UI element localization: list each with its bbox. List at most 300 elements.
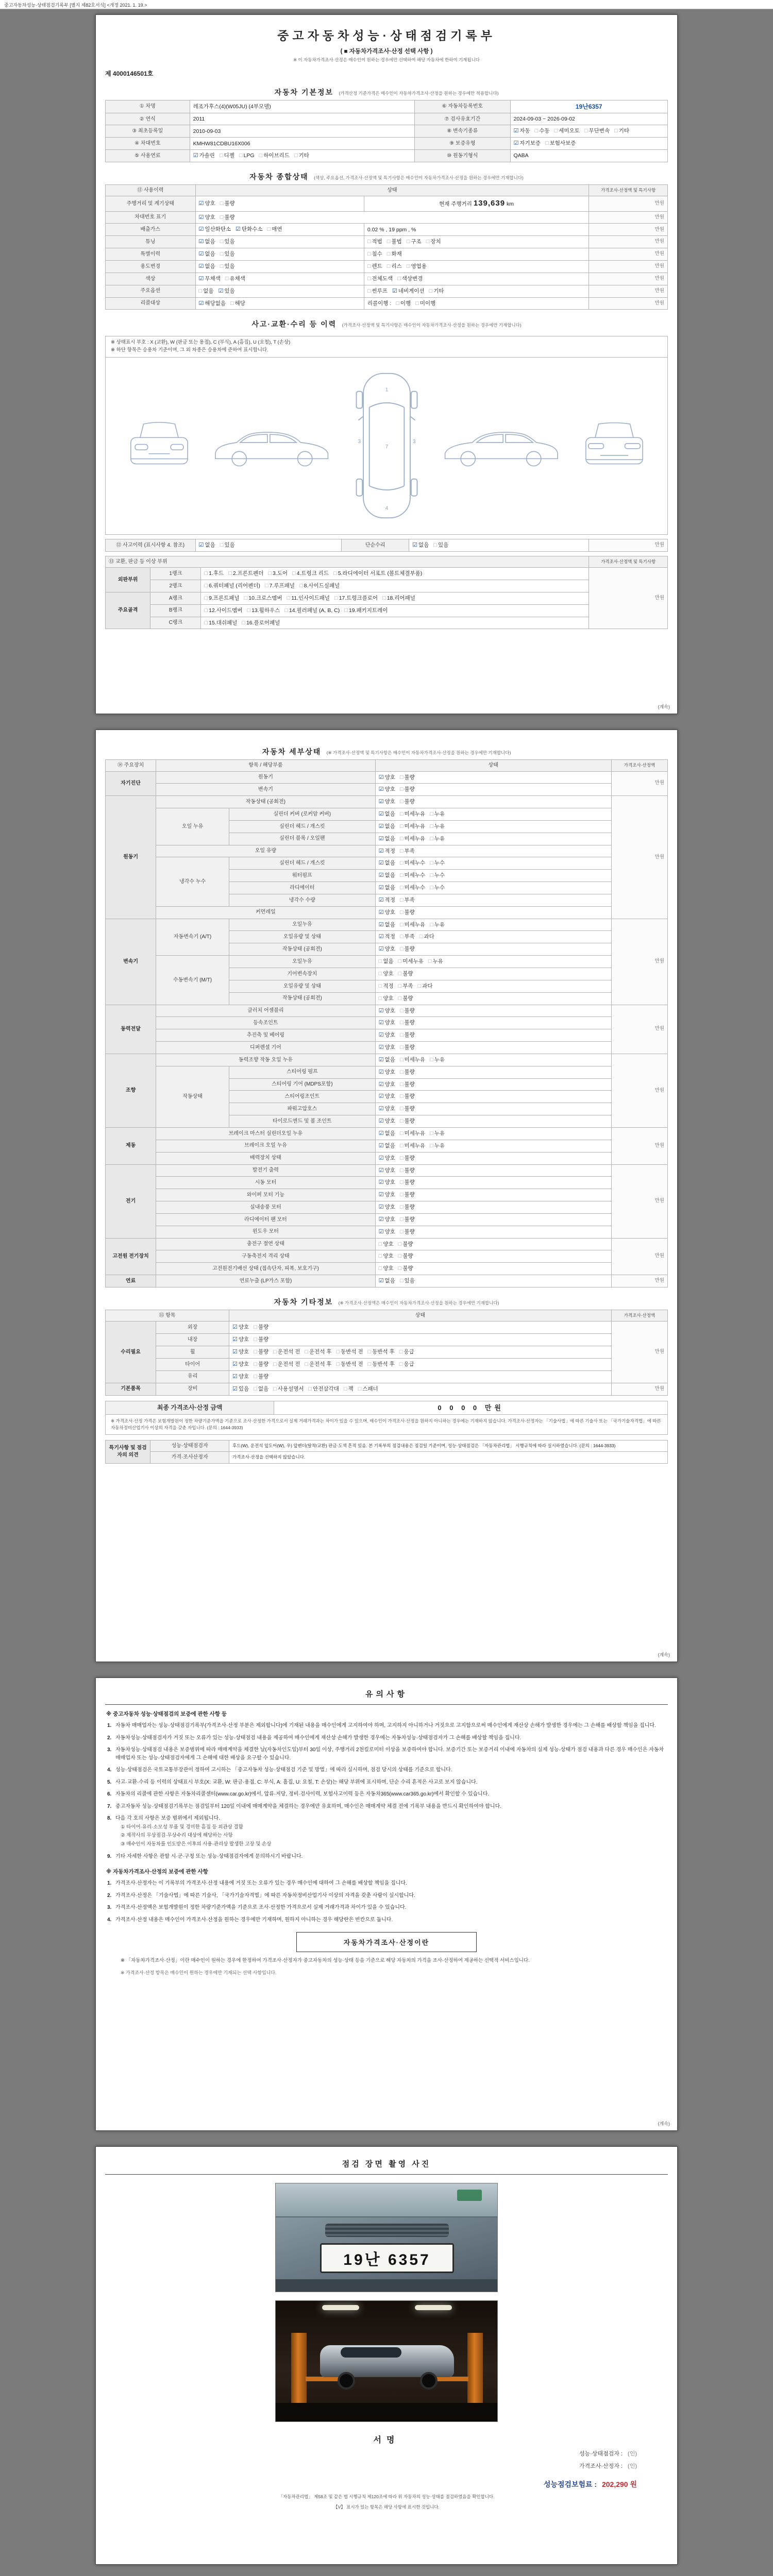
- checkbox-option[interactable]: [254, 1324, 268, 1331]
- checkbox-checked-icon[interactable]: ☑: [378, 835, 384, 842]
- checkbox-unchecked-icon[interactable]: □: [399, 1007, 404, 1014]
- checkbox-unchecked-icon[interactable]: □: [399, 896, 404, 903]
- checkbox-option[interactable]: [379, 786, 395, 793]
- checkbox-unchecked-icon[interactable]: □: [264, 583, 268, 589]
- checkbox-unchecked-icon[interactable]: □: [430, 921, 433, 928]
- checkbox-unchecked-icon[interactable]: □: [398, 1241, 402, 1247]
- checkbox-checked-icon[interactable]: ☑: [232, 1336, 238, 1343]
- checkbox-unchecked-icon[interactable]: □: [396, 300, 399, 307]
- checkbox-checked-icon[interactable]: ☑: [378, 896, 384, 903]
- checkbox-option[interactable]: [367, 250, 382, 258]
- checkbox-unchecked-icon[interactable]: □: [344, 607, 348, 614]
- checkbox-checked-icon[interactable]: ☑: [198, 226, 204, 233]
- checkbox-unchecked-icon[interactable]: □: [225, 275, 229, 282]
- checkbox-option[interactable]: [584, 127, 610, 135]
- checkbox-checked-icon[interactable]: ☑: [378, 1093, 384, 1100]
- checkbox-option[interactable]: [400, 909, 415, 917]
- checkbox-option[interactable]: [400, 1155, 415, 1162]
- checkbox-unchecked-icon[interactable]: □: [299, 583, 303, 589]
- checkbox-checked-icon[interactable]: ☑: [198, 214, 204, 221]
- checkbox-unchecked-icon[interactable]: □: [273, 1361, 277, 1367]
- checkbox-option[interactable]: [259, 152, 290, 160]
- checkbox-unchecked-icon[interactable]: □: [386, 263, 391, 270]
- checkbox-option[interactable]: [400, 798, 415, 806]
- checkbox-unchecked-icon[interactable]: □: [399, 835, 404, 842]
- checkbox-option[interactable]: [400, 786, 415, 793]
- checkbox-option[interactable]: [204, 582, 260, 590]
- checkbox-unchecked-icon[interactable]: □: [284, 607, 288, 614]
- checkbox-unchecked-icon[interactable]: □: [198, 287, 203, 294]
- checkbox-unchecked-icon[interactable]: □: [545, 140, 549, 147]
- checkbox-unchecked-icon[interactable]: □: [294, 152, 298, 159]
- checkbox-option[interactable]: [387, 250, 402, 258]
- checkbox-option[interactable]: [398, 970, 413, 978]
- checkbox-option[interactable]: [254, 1361, 268, 1368]
- checkbox-option[interactable]: [379, 970, 394, 978]
- checkbox-option[interactable]: [400, 1007, 415, 1015]
- checkbox-checked-icon[interactable]: ☑: [378, 1106, 384, 1112]
- checkbox-unchecked-icon[interactable]: □: [254, 1349, 257, 1355]
- checkbox-option[interactable]: [379, 1093, 395, 1100]
- checkbox-option[interactable]: [400, 921, 425, 929]
- checkbox-unchecked-icon[interactable]: □: [343, 1385, 347, 1392]
- checkbox-checked-icon[interactable]: ☑: [198, 275, 204, 282]
- checkbox-unchecked-icon[interactable]: □: [399, 1361, 403, 1367]
- checkbox-unchecked-icon[interactable]: □: [219, 152, 223, 159]
- checkbox-option[interactable]: [204, 619, 237, 627]
- checkbox-checked-icon[interactable]: ☑: [378, 1069, 384, 1075]
- checkbox-option[interactable]: [232, 1373, 249, 1381]
- checkbox-option[interactable]: [400, 1277, 415, 1285]
- checkbox-unchecked-icon[interactable]: □: [430, 885, 433, 891]
- checkbox-unchecked-icon[interactable]: □: [397, 275, 401, 282]
- checkbox-option[interactable]: [379, 1081, 395, 1089]
- checkbox-option[interactable]: [430, 1142, 445, 1150]
- checkbox-option[interactable]: [400, 848, 415, 855]
- checkbox-option[interactable]: [399, 1361, 414, 1368]
- checkbox-unchecked-icon[interactable]: □: [406, 263, 410, 270]
- checkbox-option[interactable]: [344, 1385, 354, 1393]
- checkbox-checked-icon[interactable]: ☑: [378, 1118, 384, 1125]
- checkbox-option[interactable]: [199, 226, 231, 233]
- checkbox-option[interactable]: [336, 1361, 363, 1368]
- checkbox-option[interactable]: [400, 1216, 415, 1224]
- checkbox-unchecked-icon[interactable]: □: [399, 1130, 404, 1137]
- checkbox-option[interactable]: [398, 982, 413, 990]
- checkbox-unchecked-icon[interactable]: □: [399, 1349, 403, 1355]
- checkbox-unchecked-icon[interactable]: □: [399, 934, 404, 940]
- checkbox-option[interactable]: [379, 982, 394, 990]
- checkbox-option[interactable]: [379, 1252, 394, 1260]
- checkbox-unchecked-icon[interactable]: □: [399, 1204, 404, 1211]
- checkbox-unchecked-icon[interactable]: □: [386, 239, 391, 245]
- checkbox-checked-icon[interactable]: ☑: [378, 1130, 384, 1137]
- checkbox-option[interactable]: [199, 287, 214, 295]
- checkbox-unchecked-icon[interactable]: □: [430, 823, 433, 829]
- checkbox-unchecked-icon[interactable]: □: [406, 239, 410, 245]
- checkbox-option[interactable]: [379, 1019, 395, 1027]
- checkbox-option[interactable]: [305, 1348, 331, 1356]
- checkbox-option[interactable]: [428, 958, 443, 965]
- checkbox-option[interactable]: [400, 810, 425, 818]
- checkbox-option[interactable]: [379, 859, 395, 867]
- checkbox-option[interactable]: [220, 250, 235, 258]
- checkbox-unchecked-icon[interactable]: □: [399, 1032, 404, 1039]
- checkbox-unchecked-icon[interactable]: □: [399, 1093, 404, 1100]
- checkbox-unchecked-icon[interactable]: □: [399, 1216, 404, 1223]
- checkbox-checked-icon[interactable]: ☑: [513, 140, 519, 147]
- checkbox-option[interactable]: [199, 275, 221, 283]
- checkbox-option[interactable]: [367, 287, 388, 295]
- checkbox-option[interactable]: [397, 275, 423, 283]
- checkbox-checked-icon[interactable]: ☑: [378, 1142, 384, 1149]
- checkbox-option[interactable]: [400, 1069, 415, 1076]
- checkbox-unchecked-icon[interactable]: □: [399, 860, 404, 867]
- checkbox-unchecked-icon[interactable]: □: [399, 799, 404, 805]
- checkbox-option[interactable]: [199, 238, 215, 246]
- checkbox-checked-icon[interactable]: ☑: [378, 1179, 384, 1186]
- checkbox-option[interactable]: [400, 1167, 415, 1175]
- checkbox-checked-icon[interactable]: ☑: [218, 287, 224, 294]
- checkbox-unchecked-icon[interactable]: □: [254, 1336, 257, 1343]
- checkbox-option[interactable]: [400, 1142, 425, 1150]
- checkbox-unchecked-icon[interactable]: □: [367, 275, 371, 282]
- checkbox-option[interactable]: [387, 263, 402, 270]
- checkbox-checked-icon[interactable]: ☑: [193, 152, 198, 159]
- checkbox-option[interactable]: [400, 896, 415, 904]
- checkbox-unchecked-icon[interactable]: □: [287, 595, 291, 601]
- checkbox-unchecked-icon[interactable]: □: [378, 1265, 382, 1272]
- checkbox-option[interactable]: [220, 200, 235, 208]
- checkbox-unchecked-icon[interactable]: □: [399, 774, 404, 781]
- checkbox-unchecked-icon[interactable]: □: [378, 971, 382, 977]
- checkbox-unchecked-icon[interactable]: □: [399, 1192, 404, 1198]
- checkbox-option[interactable]: [418, 982, 433, 990]
- checkbox-checked-icon[interactable]: ☑: [378, 921, 384, 928]
- checkbox-option[interactable]: [379, 1179, 395, 1187]
- checkbox-checked-icon[interactable]: ☑: [198, 239, 204, 245]
- checkbox-unchecked-icon[interactable]: □: [430, 1130, 433, 1137]
- checkbox-unchecked-icon[interactable]: □: [399, 848, 404, 854]
- checkbox-option[interactable]: [379, 1007, 395, 1015]
- checkbox-unchecked-icon[interactable]: □: [204, 619, 208, 626]
- checkbox-checked-icon[interactable]: ☑: [378, 848, 384, 854]
- checkbox-option[interactable]: [336, 1348, 363, 1356]
- checkbox-option[interactable]: [379, 945, 395, 953]
- checkbox-unchecked-icon[interactable]: □: [267, 226, 271, 233]
- checkbox-unchecked-icon[interactable]: □: [334, 595, 338, 601]
- checkbox-checked-icon[interactable]: ☑: [378, 1167, 384, 1174]
- checkbox-option[interactable]: [398, 958, 424, 965]
- checkbox-option[interactable]: [379, 1265, 394, 1273]
- checkbox-unchecked-icon[interactable]: □: [220, 200, 224, 207]
- checkbox-option[interactable]: [379, 995, 394, 1003]
- checkbox-option[interactable]: [382, 595, 415, 602]
- checkbox-option[interactable]: [379, 1241, 394, 1248]
- checkbox-unchecked-icon[interactable]: □: [430, 811, 433, 818]
- checkbox-unchecked-icon[interactable]: □: [399, 786, 404, 793]
- checkbox-unchecked-icon[interactable]: □: [367, 1349, 372, 1355]
- checkbox-checked-icon[interactable]: ☑: [378, 1056, 384, 1063]
- checkbox-option[interactable]: [419, 933, 434, 941]
- checkbox-option[interactable]: [294, 152, 309, 160]
- checkbox-option[interactable]: [204, 595, 239, 602]
- checkbox-option[interactable]: [379, 848, 395, 855]
- checkbox-option[interactable]: [242, 619, 280, 627]
- checkbox-option[interactable]: [379, 1117, 395, 1125]
- checkbox-option[interactable]: [430, 872, 445, 879]
- checkbox-option[interactable]: [430, 1130, 445, 1138]
- checkbox-option[interactable]: [193, 152, 215, 160]
- checkbox-checked-icon[interactable]: ☑: [236, 226, 241, 233]
- checkbox-option[interactable]: [232, 1361, 249, 1368]
- checkbox-checked-icon[interactable]: ☑: [378, 860, 384, 867]
- checkbox-option[interactable]: [230, 300, 245, 308]
- checkbox-option[interactable]: [426, 238, 441, 246]
- checkbox-option[interactable]: [199, 200, 215, 208]
- checkbox-option[interactable]: [305, 1361, 331, 1368]
- checkbox-unchecked-icon[interactable]: □: [399, 1167, 404, 1174]
- checkbox-option[interactable]: [232, 1324, 249, 1331]
- checkbox-unchecked-icon[interactable]: □: [428, 958, 432, 965]
- checkbox-checked-icon[interactable]: ☑: [232, 1324, 238, 1331]
- checkbox-option[interactable]: [379, 810, 395, 818]
- checkbox-option[interactable]: [545, 140, 576, 147]
- checkbox-option[interactable]: [400, 835, 425, 843]
- checkbox-option[interactable]: [379, 1044, 395, 1052]
- checkbox-checked-icon[interactable]: ☑: [412, 541, 417, 548]
- checkbox-option[interactable]: [220, 541, 235, 549]
- checkbox-unchecked-icon[interactable]: □: [204, 595, 208, 601]
- checkbox-option[interactable]: [430, 1056, 445, 1064]
- checkbox-option[interactable]: [220, 214, 235, 222]
- checkbox-checked-icon[interactable]: ☑: [378, 946, 384, 953]
- checkbox-option[interactable]: [199, 300, 226, 308]
- checkbox-unchecked-icon[interactable]: □: [378, 1241, 382, 1247]
- checkbox-option[interactable]: [514, 127, 530, 135]
- checkbox-unchecked-icon[interactable]: □: [399, 921, 404, 928]
- checkbox-checked-icon[interactable]: ☑: [232, 1385, 238, 1392]
- checkbox-option[interactable]: [309, 1385, 339, 1393]
- checkbox-unchecked-icon[interactable]: □: [399, 909, 404, 916]
- checkbox-unchecked-icon[interactable]: □: [358, 1385, 362, 1392]
- checkbox-unchecked-icon[interactable]: □: [292, 570, 296, 577]
- checkbox-option[interactable]: [430, 884, 445, 892]
- checkbox-option[interactable]: [379, 1228, 395, 1236]
- checkbox-unchecked-icon[interactable]: □: [399, 1155, 404, 1161]
- checkbox-option[interactable]: [379, 774, 395, 782]
- checkbox-unchecked-icon[interactable]: □: [398, 1265, 402, 1272]
- checkbox-unchecked-icon[interactable]: □: [367, 287, 371, 294]
- checkbox-option[interactable]: [400, 1191, 415, 1199]
- checkbox-unchecked-icon[interactable]: □: [378, 1253, 382, 1260]
- checkbox-unchecked-icon[interactable]: □: [399, 946, 404, 953]
- checkbox-option[interactable]: [400, 823, 425, 831]
- checkbox-option[interactable]: [199, 263, 215, 270]
- checkbox-option[interactable]: [273, 1385, 304, 1393]
- checkbox-unchecked-icon[interactable]: □: [378, 982, 382, 989]
- checkbox-unchecked-icon[interactable]: □: [254, 1361, 257, 1367]
- checkbox-unchecked-icon[interactable]: □: [228, 570, 232, 577]
- checkbox-option[interactable]: [379, 1031, 395, 1039]
- checkbox-unchecked-icon[interactable]: □: [399, 1056, 404, 1063]
- checkbox-option[interactable]: [379, 909, 395, 917]
- checkbox-checked-icon[interactable]: ☑: [198, 263, 204, 270]
- checkbox-unchecked-icon[interactable]: □: [220, 251, 224, 258]
- checkbox-unchecked-icon[interactable]: □: [367, 1361, 372, 1367]
- checkbox-checked-icon[interactable]: ☑: [378, 799, 384, 805]
- checkbox-option[interactable]: [430, 810, 445, 818]
- checkbox-unchecked-icon[interactable]: □: [398, 982, 402, 989]
- checkbox-option[interactable]: [400, 1093, 415, 1100]
- checkbox-option[interactable]: [400, 1044, 415, 1052]
- checkbox-unchecked-icon[interactable]: □: [399, 1228, 404, 1235]
- checkbox-option[interactable]: [433, 541, 448, 549]
- checkbox-checked-icon[interactable]: ☑: [198, 251, 204, 258]
- checkbox-unchecked-icon[interactable]: □: [333, 570, 337, 577]
- checkbox-option[interactable]: [379, 798, 395, 806]
- checkbox-option[interactable]: [400, 945, 415, 953]
- checkbox-option[interactable]: [614, 127, 629, 135]
- checkbox-unchecked-icon[interactable]: □: [399, 811, 404, 818]
- checkbox-unchecked-icon[interactable]: □: [220, 263, 224, 270]
- checkbox-option[interactable]: [220, 263, 235, 270]
- checkbox-unchecked-icon[interactable]: □: [220, 214, 224, 221]
- checkbox-unchecked-icon[interactable]: □: [254, 1373, 257, 1380]
- checkbox-unchecked-icon[interactable]: □: [259, 152, 263, 159]
- checkbox-unchecked-icon[interactable]: □: [239, 152, 243, 159]
- checkbox-checked-icon[interactable]: ☑: [378, 1192, 384, 1198]
- checkbox-unchecked-icon[interactable]: □: [230, 300, 234, 307]
- checkbox-checked-icon[interactable]: ☑: [378, 1228, 384, 1235]
- checkbox-unchecked-icon[interactable]: □: [433, 541, 437, 548]
- checkbox-option[interactable]: [379, 872, 395, 879]
- checkbox-unchecked-icon[interactable]: □: [399, 1069, 404, 1075]
- checkbox-option[interactable]: [367, 263, 382, 270]
- checkbox-checked-icon[interactable]: ☑: [392, 287, 397, 294]
- checkbox-option[interactable]: [400, 1228, 415, 1236]
- checkbox-option[interactable]: [407, 238, 422, 246]
- checkbox-option[interactable]: [254, 1348, 268, 1356]
- checkbox-checked-icon[interactable]: ☑: [378, 1204, 384, 1211]
- checkbox-checked-icon[interactable]: ☑: [198, 541, 204, 548]
- checkbox-option[interactable]: [292, 570, 329, 578]
- checkbox-option[interactable]: [400, 1204, 415, 1211]
- checkbox-checked-icon[interactable]: ☑: [378, 1278, 384, 1284]
- checkbox-option[interactable]: [430, 823, 445, 831]
- checkbox-option[interactable]: [358, 1385, 378, 1393]
- checkbox-unchecked-icon[interactable]: □: [336, 1349, 340, 1355]
- checkbox-option[interactable]: [379, 1056, 395, 1064]
- checkbox-unchecked-icon[interactable]: □: [398, 971, 402, 977]
- checkbox-unchecked-icon[interactable]: □: [308, 1385, 312, 1392]
- checkbox-unchecked-icon[interactable]: □: [386, 251, 391, 258]
- checkbox-option[interactable]: [204, 570, 224, 578]
- checkbox-option[interactable]: [367, 275, 393, 283]
- checkbox-unchecked-icon[interactable]: □: [336, 1361, 340, 1367]
- checkbox-option[interactable]: [344, 607, 388, 615]
- checkbox-checked-icon[interactable]: ☑: [378, 786, 384, 793]
- checkbox-checked-icon[interactable]: ☑: [198, 200, 204, 207]
- checkbox-unchecked-icon[interactable]: □: [430, 1142, 433, 1149]
- checkbox-unchecked-icon[interactable]: □: [367, 263, 371, 270]
- checkbox-option[interactable]: [412, 541, 429, 549]
- checkbox-option[interactable]: [400, 884, 425, 892]
- checkbox-unchecked-icon[interactable]: □: [415, 300, 419, 307]
- checkbox-option[interactable]: [199, 214, 215, 222]
- checkbox-option[interactable]: [400, 859, 425, 867]
- checkbox-unchecked-icon[interactable]: □: [244, 595, 248, 601]
- checkbox-option[interactable]: [333, 570, 422, 578]
- checkbox-option[interactable]: [430, 835, 445, 843]
- checkbox-option[interactable]: [220, 238, 235, 246]
- checkbox-unchecked-icon[interactable]: □: [273, 1385, 277, 1392]
- checkbox-checked-icon[interactable]: ☑: [232, 1361, 238, 1367]
- checkbox-option[interactable]: [396, 300, 411, 308]
- checkbox-option[interactable]: [379, 1069, 395, 1076]
- checkbox-option[interactable]: [429, 287, 444, 295]
- checkbox-option[interactable]: [199, 541, 215, 549]
- checkbox-unchecked-icon[interactable]: □: [220, 541, 224, 548]
- checkbox-option[interactable]: [398, 1241, 413, 1248]
- checkbox-checked-icon[interactable]: ☑: [378, 811, 384, 818]
- checkbox-option[interactable]: [254, 1385, 268, 1393]
- checkbox-option[interactable]: [368, 1348, 395, 1356]
- checkbox-option[interactable]: [400, 1117, 415, 1125]
- checkbox-option[interactable]: [400, 1056, 425, 1064]
- checkbox-option[interactable]: [535, 127, 550, 135]
- checkbox-option[interactable]: [379, 1142, 395, 1150]
- checkbox-unchecked-icon[interactable]: □: [399, 1278, 404, 1284]
- checkbox-option[interactable]: [254, 1373, 268, 1381]
- checkbox-unchecked-icon[interactable]: □: [419, 934, 423, 940]
- checkbox-checked-icon[interactable]: ☑: [378, 823, 384, 829]
- checkbox-option[interactable]: [273, 1361, 300, 1368]
- checkbox-option[interactable]: [232, 1385, 249, 1393]
- checkbox-unchecked-icon[interactable]: □: [399, 1106, 404, 1112]
- checkbox-option[interactable]: [379, 896, 395, 904]
- checkbox-option[interactable]: [379, 1155, 395, 1162]
- checkbox-option[interactable]: [379, 1277, 395, 1285]
- checkbox-unchecked-icon[interactable]: □: [430, 860, 433, 867]
- checkbox-checked-icon[interactable]: ☑: [378, 1081, 384, 1088]
- checkbox-unchecked-icon[interactable]: □: [399, 823, 404, 829]
- checkbox-checked-icon[interactable]: ☑: [378, 885, 384, 891]
- checkbox-unchecked-icon[interactable]: □: [382, 595, 386, 601]
- checkbox-option[interactable]: [267, 226, 282, 233]
- checkbox-unchecked-icon[interactable]: □: [398, 1253, 402, 1260]
- checkbox-option[interactable]: [400, 872, 425, 879]
- checkbox-option[interactable]: [379, 1216, 395, 1224]
- checkbox-unchecked-icon[interactable]: □: [534, 128, 539, 134]
- checkbox-option[interactable]: [299, 582, 340, 590]
- checkbox-unchecked-icon[interactable]: □: [399, 1020, 404, 1026]
- checkbox-option[interactable]: [398, 1265, 413, 1273]
- checkbox-option[interactable]: [379, 835, 395, 843]
- checkbox-option[interactable]: [368, 1361, 395, 1368]
- checkbox-checked-icon[interactable]: ☑: [232, 1373, 238, 1380]
- checkbox-option[interactable]: [400, 1130, 425, 1138]
- checkbox-option[interactable]: [400, 1105, 415, 1113]
- checkbox-option[interactable]: [379, 1191, 395, 1199]
- checkbox-unchecked-icon[interactable]: □: [399, 1142, 404, 1149]
- checkbox-unchecked-icon[interactable]: □: [247, 607, 251, 614]
- checkbox-unchecked-icon[interactable]: □: [399, 1179, 404, 1186]
- checkbox-unchecked-icon[interactable]: □: [399, 1081, 404, 1088]
- checkbox-option[interactable]: [284, 607, 340, 615]
- checkbox-option[interactable]: [220, 152, 234, 160]
- checkbox-option[interactable]: [219, 287, 235, 295]
